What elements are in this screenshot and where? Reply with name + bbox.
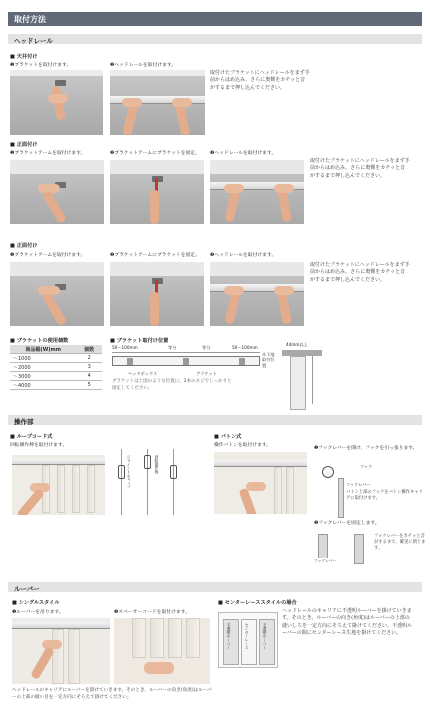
single-note: ヘッドレールのキャリアにルーバーを掛けていきます。そのとき、ルーバーの向き(角度)はルーバーの上部の縫い目を一定方向にそろえて掛けてください。: [12, 688, 212, 700]
dim-equal-1: 等分: [168, 345, 177, 350]
table-cell: 5: [76, 381, 102, 390]
louver-side: [290, 356, 306, 410]
hook-lever-label-2: フックレバー: [314, 558, 337, 563]
ceiling-step1: ❶ブラケットを取付けます。: [10, 63, 72, 68]
band-center-lace: センターレース: [245, 623, 250, 650]
front1-desc: 取付けたブラケットにヘッドレールをまず手前からはめ込み、さらに奥側をカチッと音がするまで押し込んでください。: [310, 158, 410, 179]
cord-line: [312, 356, 313, 404]
section-louver: ルーバー: [8, 582, 422, 592]
table-row: [10, 363, 102, 372]
ceiling-desc: 取付けたブラケットにヘッドレールをまず手前からはめ込み、さらに奥側をカチッと音がするまで押し込んでください。: [210, 70, 310, 91]
wall-label: 木下地: [262, 352, 275, 357]
wall-label-2: 取付位置: [262, 357, 275, 368]
page-title: 取付方法: [8, 12, 422, 26]
table-header: 個数: [76, 345, 102, 354]
center-lace-label: ■ センターレーススタイルの場合: [218, 600, 297, 606]
table-cell: 3: [76, 363, 102, 372]
head-box-label: ヘッドボックス: [128, 371, 158, 376]
center-lace-desc: ヘッドレールのキャリアに不透明ルーバーを掛けていきます。そのとき、ルーバーの向き(角度)はルーバーの上部の縫いしろを一定方向にそろえて掛けてください。不透明ルーバーの間にセンターレース生地を掛けてください。: [282, 608, 413, 636]
bracket-mark: [127, 358, 133, 365]
loop-cord-diagram: [113, 445, 203, 519]
front1-step3: ❸ヘッドレールを取付けます。: [210, 151, 277, 156]
baton-step: 操作バトンを取付けます。: [214, 443, 272, 448]
table-cell: ～2000: [10, 363, 76, 372]
front-mount-label-1: ■ 正面付け: [10, 142, 38, 148]
dimension-line: [112, 352, 260, 353]
hook-lever-label: フックレバー: [346, 482, 371, 487]
front2-step3: ❸ヘッドレールを取付けます。: [210, 253, 277, 258]
depth-label: 44mm以上: [286, 342, 308, 347]
hook-label: フック: [360, 464, 373, 469]
baton-label: ■ バトン式: [214, 434, 242, 440]
ceiling-step2: ❷ヘッドレールを取付けます。: [110, 63, 177, 68]
rotate-rod-tag: 回転操作棒: [155, 455, 160, 474]
dim-right: 50～100mm: [232, 345, 258, 350]
lever-diagram: [316, 530, 426, 572]
dim-equal-2: 等分: [202, 345, 211, 350]
baton-photo: [214, 452, 307, 514]
joint-cap-tag: ジョイントキャップ: [127, 455, 132, 490]
single-style-label: ■ シングルスタイル: [12, 600, 60, 606]
ceiling-bracket-photo: [10, 70, 103, 135]
front1-bracket-photo: [110, 160, 204, 224]
bracket-count-table: [10, 345, 102, 390]
ceiling-mount-label: ■ 天井付け: [10, 54, 38, 60]
front1-step1: ❶ブラケットアームを取付けます。: [10, 151, 86, 156]
bracket-pos-label: ■ ブラケット取付け位置: [110, 338, 169, 344]
front2-arm-photo: [10, 262, 104, 326]
bracket-mark: [239, 358, 245, 365]
front-mount-label-2: ■ 正面付け: [10, 243, 38, 249]
table-cell: ～4000: [10, 381, 76, 390]
bracket-count-label: ■ ブラケットの使用個数: [10, 338, 69, 344]
bracket-pointer-label: ブラケット: [196, 371, 217, 376]
dim-left: 50～100mm: [112, 345, 138, 350]
front1-headrail-photo: [210, 160, 304, 224]
loop-cord-photo: [12, 455, 105, 515]
front2-headrail-photo: [210, 262, 304, 326]
bracket-pos-note: ブラケットは上図のような位置に、2本のネジでしっかりと固定してください。: [112, 379, 232, 391]
spacer-cord-photo: [114, 618, 210, 684]
hook-diagram: [316, 462, 426, 518]
single-step1: ❶ルーバーを吊ります。: [12, 610, 64, 615]
front1-arm-photo: [10, 160, 104, 224]
headbox-diagram: [112, 356, 260, 366]
table-row: [10, 372, 102, 381]
table-row: [10, 354, 102, 363]
front2-desc: 取付けたブラケットにヘッドレールをまず手前からはめ込み、さらに奥側をカチッと音がするまで押し込んでください。: [310, 262, 410, 283]
baton-s1-note: バトン上部のフックをバトン操作キャリアに取付けます。: [346, 490, 423, 502]
front2-step2: ❷ブラケットアームにブラケットを固定。: [110, 253, 200, 258]
loop-cord-label: ■ ループコード式: [10, 434, 53, 440]
bracket-mark: [183, 358, 189, 365]
single-step2: ❷スペーサーコードを取付けます。: [114, 610, 190, 615]
ceiling-headrail-photo: [110, 70, 205, 135]
band-opaque-1: 不透明ルーバー: [227, 623, 232, 650]
table-cell: 2: [76, 354, 102, 363]
front2-step1: ❶ブラケットアームを取付けます。: [10, 253, 86, 258]
table-cell: ～1000: [10, 354, 76, 363]
front2-bracket-photo: [110, 262, 204, 326]
baton-s2-note: フックレバーをカチッと音がするまで、確実に閉じます。: [374, 534, 426, 552]
table-cell: 4: [76, 372, 102, 381]
baton-s1-title: ❶フックレバーを開け、フックを引っ張ります。: [314, 446, 418, 451]
table-header: 商品幅(W)mm: [10, 345, 76, 354]
section-headrail: ヘッドレール: [8, 34, 422, 44]
table-cell: ～3000: [10, 372, 76, 381]
baton-s2-title: ❷フックレバーを固定します。: [314, 521, 380, 526]
loop-cord-step: 回転操作棒を取付けます。: [10, 443, 68, 448]
table-row: [10, 381, 102, 390]
front1-step2: ❷ブラケットアームにブラケットを固定。: [110, 151, 200, 156]
center-lace-diagram: [218, 612, 278, 668]
section-operation: 操作部: [8, 415, 422, 425]
band-opaque-2: 不透明ルーバー: [263, 623, 268, 650]
louver-hang-photo: [12, 618, 110, 684]
